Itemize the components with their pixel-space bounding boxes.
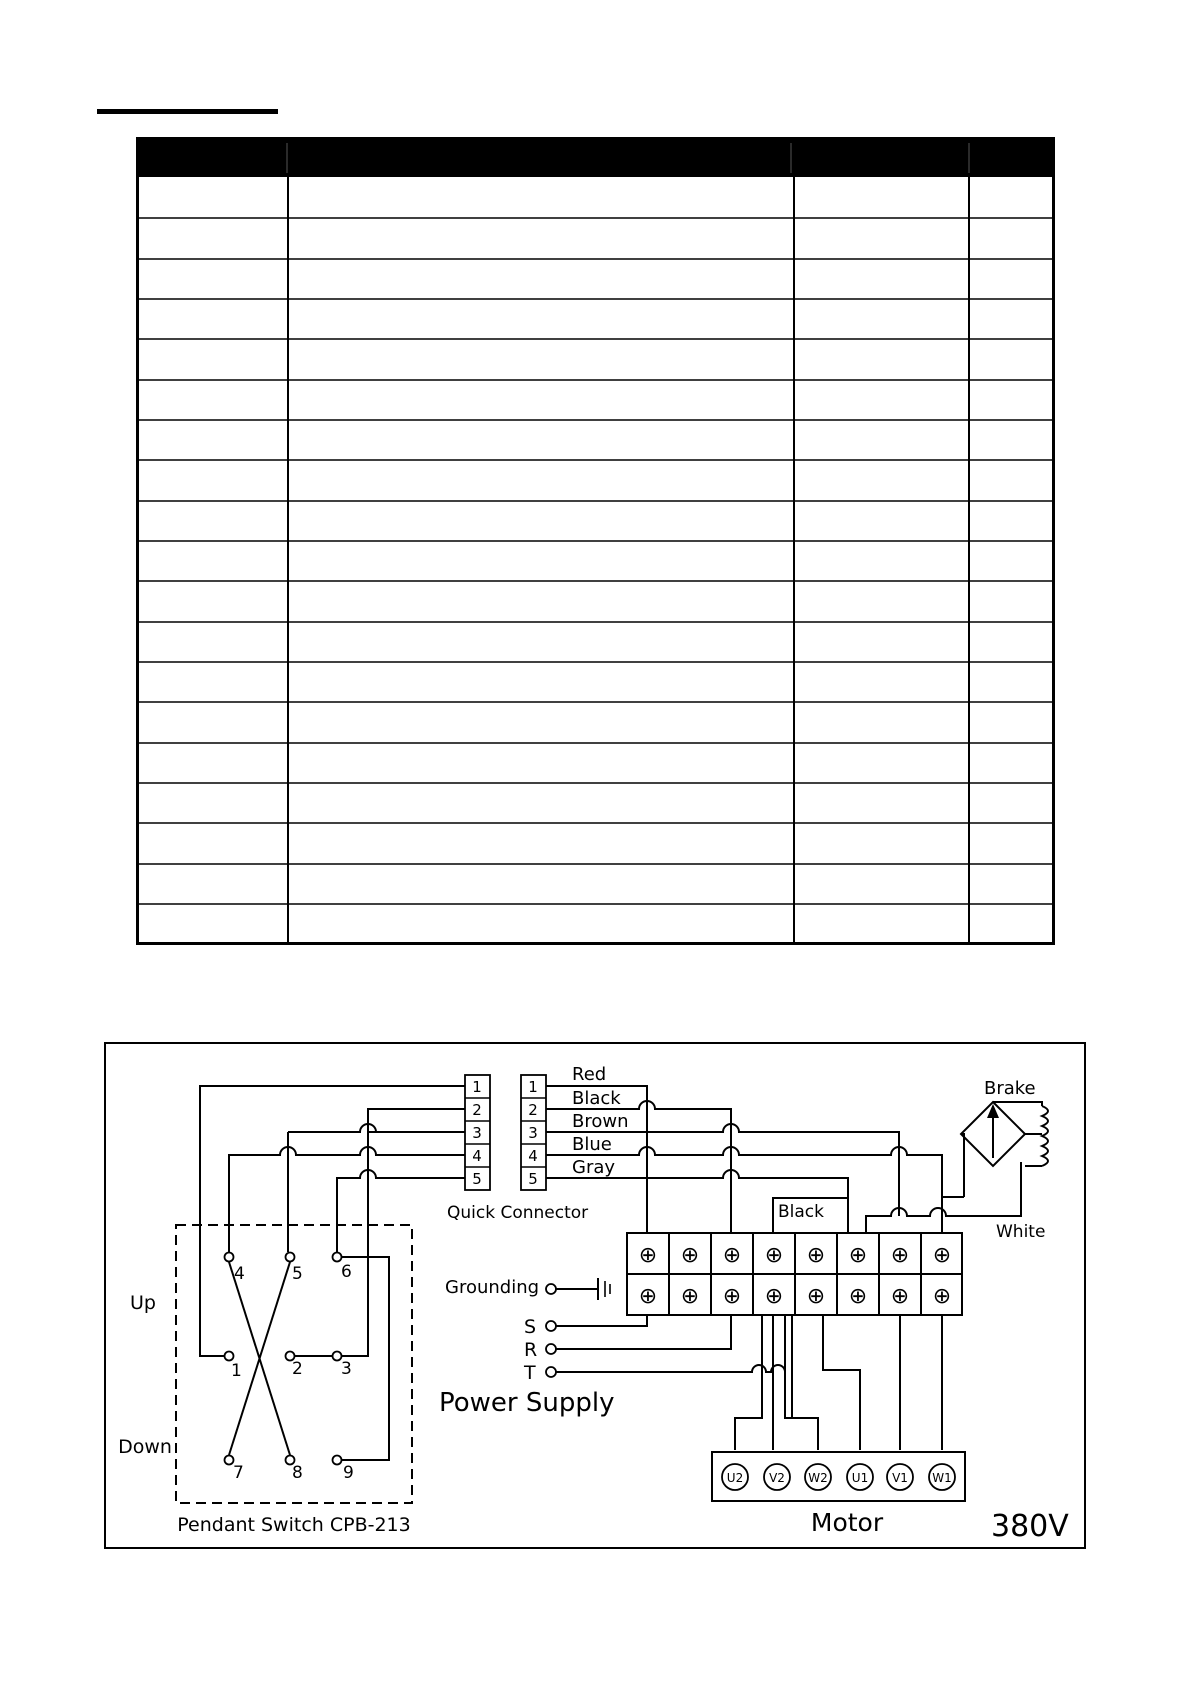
phase-label: T bbox=[524, 1362, 536, 1384]
connector-pin: 3 bbox=[472, 1124, 482, 1142]
wire-color-label: Gray bbox=[572, 1157, 616, 1178]
connector-pin: 4 bbox=[528, 1147, 538, 1165]
switch-contact bbox=[333, 1456, 342, 1465]
connector-pin: 3 bbox=[528, 1124, 538, 1142]
white-wire-label: White bbox=[996, 1222, 1046, 1242]
power-supply bbox=[439, 1315, 785, 1418]
terminal-screw-icon: ⊕ bbox=[638, 1243, 658, 1268]
down-label: Down bbox=[118, 1436, 172, 1458]
wire-color-label: Red bbox=[572, 1064, 607, 1085]
switch-contact-number: 3 bbox=[341, 1359, 352, 1379]
motor-terminal: U2 bbox=[726, 1471, 744, 1485]
switch-contact-numbers bbox=[231, 1262, 354, 1483]
motor-terminal: W2 bbox=[808, 1471, 828, 1485]
motor-terminal-box bbox=[712, 1452, 965, 1537]
power-supply-label: Power Supply bbox=[439, 1388, 615, 1418]
up-label: Up bbox=[130, 1292, 156, 1314]
brake-assembly bbox=[866, 1078, 1048, 1242]
connector-pin: 2 bbox=[472, 1101, 482, 1119]
quick-connector-right bbox=[521, 1075, 546, 1190]
switch-contact bbox=[286, 1253, 295, 1262]
switch-contact-number: 6 bbox=[341, 1262, 352, 1282]
switch-contact bbox=[333, 1253, 342, 1262]
connector-pin: 5 bbox=[528, 1170, 538, 1188]
pendant-wires bbox=[200, 1086, 465, 1356]
motor-label: Motor bbox=[810, 1508, 884, 1537]
motor-wires bbox=[735, 1315, 942, 1450]
wire-color-label: Brown bbox=[572, 1111, 629, 1132]
terminal-screw-icon: ⊕ bbox=[932, 1243, 952, 1268]
phase-label: S bbox=[524, 1316, 537, 1338]
terminal-screw-icon: ⊕ bbox=[638, 1284, 658, 1309]
brake-label: Brake bbox=[984, 1078, 1036, 1099]
black-wire-label: Black bbox=[778, 1202, 824, 1222]
terminal-screw-icon: ⊕ bbox=[680, 1243, 700, 1268]
switch-contact bbox=[225, 1352, 234, 1361]
switch-contact-number: 2 bbox=[292, 1359, 303, 1379]
terminal-screw-icon: ⊕ bbox=[764, 1284, 784, 1309]
motor-terminal: V2 bbox=[769, 1471, 785, 1485]
switch-contact-number: 8 bbox=[292, 1463, 303, 1483]
brake-coil-icon bbox=[1042, 1106, 1048, 1166]
switch-contact-number: 1 bbox=[231, 1361, 242, 1381]
phase-label: R bbox=[524, 1339, 538, 1361]
switch-contact bbox=[225, 1253, 234, 1262]
terminal-screw-icon: ⊕ bbox=[932, 1284, 952, 1309]
switch-crossing-lines bbox=[229, 1257, 389, 1460]
switch-contact-number: 4 bbox=[234, 1264, 245, 1284]
connector-pin: 1 bbox=[528, 1078, 538, 1096]
terminal-screw-icon: ⊕ bbox=[890, 1243, 910, 1268]
grounding bbox=[445, 1277, 610, 1300]
terminal-screw-icon: ⊕ bbox=[680, 1284, 700, 1309]
quick-connector-left bbox=[465, 1075, 490, 1190]
terminal-screw-icon: ⊕ bbox=[806, 1284, 826, 1309]
voltage-label: 380V bbox=[991, 1509, 1069, 1544]
terminal-screw-icon: ⊕ bbox=[890, 1284, 910, 1309]
terminal-screw-icon: ⊕ bbox=[848, 1284, 868, 1309]
switch-contact-number: 7 bbox=[233, 1463, 244, 1483]
terminal-screw-icon: ⊕ bbox=[722, 1243, 742, 1268]
wire-color-label: Black bbox=[572, 1088, 621, 1109]
motor-terminal: W1 bbox=[932, 1471, 952, 1485]
motor-terminal: V1 bbox=[892, 1471, 908, 1485]
terminal-screw-icon: ⊕ bbox=[722, 1284, 742, 1309]
terminal-screw-icon: ⊕ bbox=[848, 1243, 868, 1268]
switch-contact-number: 5 bbox=[292, 1264, 303, 1284]
motor-terminal: U1 bbox=[851, 1471, 869, 1485]
wire-color-label: Blue bbox=[572, 1134, 612, 1155]
connector-pin: 1 bbox=[472, 1078, 482, 1096]
connector-pin: 5 bbox=[472, 1170, 482, 1188]
connector-pin: 4 bbox=[472, 1147, 482, 1165]
pendant-switch-label: Pendant Switch CPB-213 bbox=[177, 1514, 411, 1536]
switch-contact-number: 9 bbox=[343, 1463, 354, 1483]
black-wire-tag bbox=[773, 1198, 848, 1235]
terminal-screw-icon: ⊕ bbox=[764, 1243, 784, 1268]
connector-pin: 2 bbox=[528, 1101, 538, 1119]
terminal-block bbox=[627, 1233, 962, 1315]
grounding-label: Grounding bbox=[445, 1277, 540, 1298]
wire-color-labels bbox=[572, 1064, 629, 1178]
terminal-screw-icon: ⊕ bbox=[806, 1243, 826, 1268]
quick-connector-label: Quick Connector bbox=[447, 1203, 589, 1223]
